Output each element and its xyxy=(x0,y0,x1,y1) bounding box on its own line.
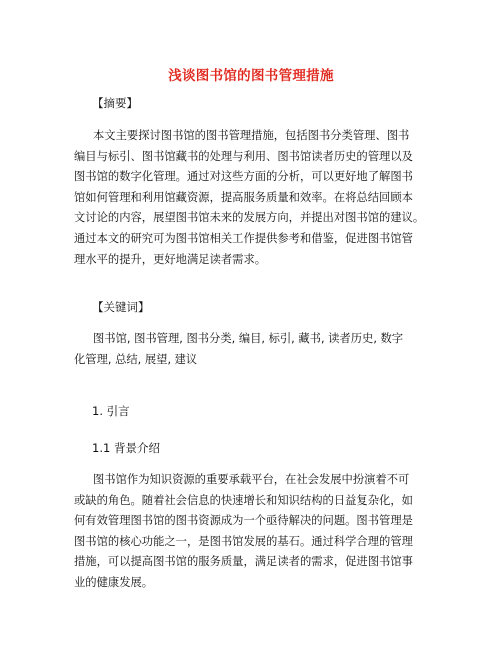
background-line: 业的健康发展。 xyxy=(74,575,154,589)
abstract-line: 编目与标引、图书馆藏书的处理与利用、图书馆读者历史的管理以及 xyxy=(74,149,413,163)
background-line: 图书馆的核心功能之一，是图书馆发展的基石。通过科学合理的管理 xyxy=(74,534,413,548)
document-title: 浅谈图书馆的图书管理措施 xyxy=(168,68,334,84)
section-heading-introduction: 1. 引言 xyxy=(92,404,130,418)
background-line: 措施，可以提高图书馆的服务质量，满足读者的需求，促进图书馆事 xyxy=(74,555,413,569)
keywords-paragraph xyxy=(74,329,454,370)
keywords-line: 化管理, 总结, 展望, 建议 xyxy=(74,352,198,366)
abstract-line: 本文主要探讨图书馆的图书管理措施，包括图书分类管理、图书 xyxy=(93,129,410,142)
background-line: 或缺的角色。随着社会信息的快速增长和知识结构的日益复杂化，如 xyxy=(74,493,413,507)
abstract-line: 图书馆的数字化管理。通过对这些方面的分析，可以更好地了解图书 xyxy=(74,170,413,184)
keywords-heading: 【关键词】 xyxy=(92,300,150,314)
abstract-heading: 【摘要】 xyxy=(92,96,138,110)
abstract-paragraph xyxy=(74,126,454,270)
keywords-line: 图书馆, 图书管理, 图书分类, 编目, 标引, 藏书, 读者历史, 数字 xyxy=(93,332,404,345)
background-line: 何有效管理图书馆的图书资源成为一个亟待解决的问题。图书管理是 xyxy=(74,514,413,528)
abstract-line: 文讨论的内容，展望图书馆未来的发展方向，并提出对图书馆的建议。 xyxy=(74,211,425,225)
subsection-heading-background: 1.1 背景介绍 xyxy=(92,441,160,455)
background-paragraph xyxy=(74,470,454,594)
background-line: 图书馆作为知识资源的重要承载平台，在社会发展中扮演着不可 xyxy=(93,473,410,486)
abstract-line: 通过本文的研究可为图书馆相关工作提供参考和借鉴，促进图书馆管 xyxy=(74,231,413,245)
abstract-line: 理水平的提升，更好地满足读者需求。 xyxy=(74,252,267,266)
abstract-line: 馆如何管理和利用馆藏资源，提高服务质量和效率。在将总结回顾本 xyxy=(74,190,413,204)
